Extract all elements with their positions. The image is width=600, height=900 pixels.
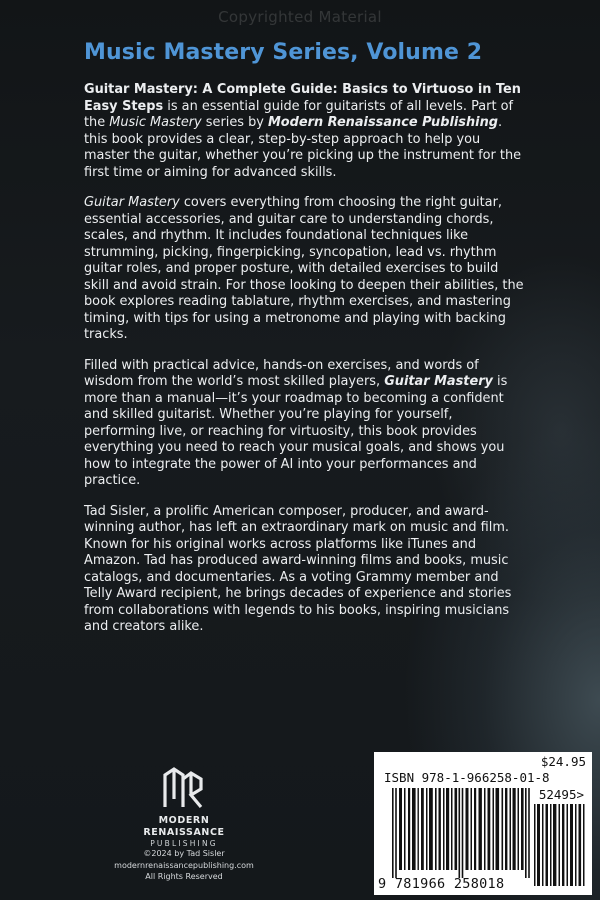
copyright-watermark: Copyrighted Material bbox=[218, 8, 382, 26]
paragraph-advice bbox=[84, 358, 524, 490]
contents-text: covers everything from choosing the right guitar, essential accessories, and guitar care to understanding chords, scales, and rhythm. It includes foundational techniques like strumming, picking, fingerpicking, syncopation, lead vs. rhythm guitar roles, and proper posture, with detailed exercises to build skill and avoid strain. For those looking to deepen their abilities, the book explores reading tablature, rhythm exercises, and mastering timing, with tips for using a metronome and playing with backing tracks. bbox=[84, 195, 524, 342]
book-title-bold: Guitar Mastery: A Complete Guide: Basics to Virtuoso in Ten Easy Steps bbox=[84, 82, 521, 114]
addon-price-code: 52495> bbox=[538, 787, 584, 802]
rights-line: All Rights Reserved bbox=[145, 872, 223, 881]
advice-text-1: Filled with practical advice, hands-on exercises, and words of wisdom from the world’s most skilled players, bbox=[84, 357, 479, 389]
description-text bbox=[84, 82, 524, 650]
publisher-website: modernrenaissancepublishing.com bbox=[114, 860, 254, 870]
intro-text-3: . this book provides a clear, step-by-step approach to help you master the guitar, whether you’re picking up the instrument for the first time or aiming for advanced skills. bbox=[84, 115, 522, 180]
mr-monogram-icon bbox=[161, 765, 207, 811]
publisher-name: MODERN RENAISSANCE bbox=[143, 815, 225, 838]
series-name-italic: Music Mastery bbox=[109, 115, 202, 130]
ean-barcode-bars bbox=[392, 788, 530, 878]
publisher-subtitle: PUBLISHING bbox=[150, 839, 218, 848]
ean-digits: 9 781966 258018 bbox=[378, 876, 505, 892]
publisher-logo-block bbox=[118, 765, 250, 849]
intro-text-2: series by bbox=[201, 115, 268, 130]
book-title-italic: Guitar Mastery bbox=[84, 195, 180, 210]
imprint-info bbox=[84, 848, 284, 883]
intro-text-1: is an essential guide for guitarists of all levels. Part of the bbox=[84, 98, 514, 130]
advice-text-2: is more than a manual—it’s your roadmap to becoming a confident and skilled guitarist. Whether you’re playing for yourself, performing live, or reaching for virtuosity, this book provides everything you need to reach your musical goals, and shows you how to integrate the power of AI into your performances and practice. bbox=[84, 374, 508, 488]
isbn-label: ISBN 978-1-966258-01-8 bbox=[384, 770, 550, 785]
paragraph-contents bbox=[84, 195, 524, 344]
copyright-line: ©2024 by Tad Sisler bbox=[143, 849, 225, 858]
addon-barcode-bars bbox=[534, 804, 586, 886]
price-label: $24.95 bbox=[540, 754, 586, 769]
publisher-name-italic: Modern Renaissance Publishing bbox=[267, 115, 498, 130]
paragraph-intro bbox=[84, 82, 524, 181]
paragraph-author-bio: Tad Sisler, a prolific American composer, producer, and award-winning author, has left an extraordinary mark on music and film. Known for his original works across platforms like iTunes and Amazon. Tad has produced award-winning films and books, music catalogs, and documentaries. As a voting Grammy member and Telly Award recipient, he brings decades of experience and stories from collaborations with legends to his books, inspiring musicians and creators alike. bbox=[84, 503, 512, 634]
book-title-bold-italic: Guitar Mastery bbox=[384, 374, 493, 389]
series-title: Music Mastery Series, Volume 2 bbox=[84, 40, 483, 65]
barcode-box bbox=[374, 752, 592, 895]
